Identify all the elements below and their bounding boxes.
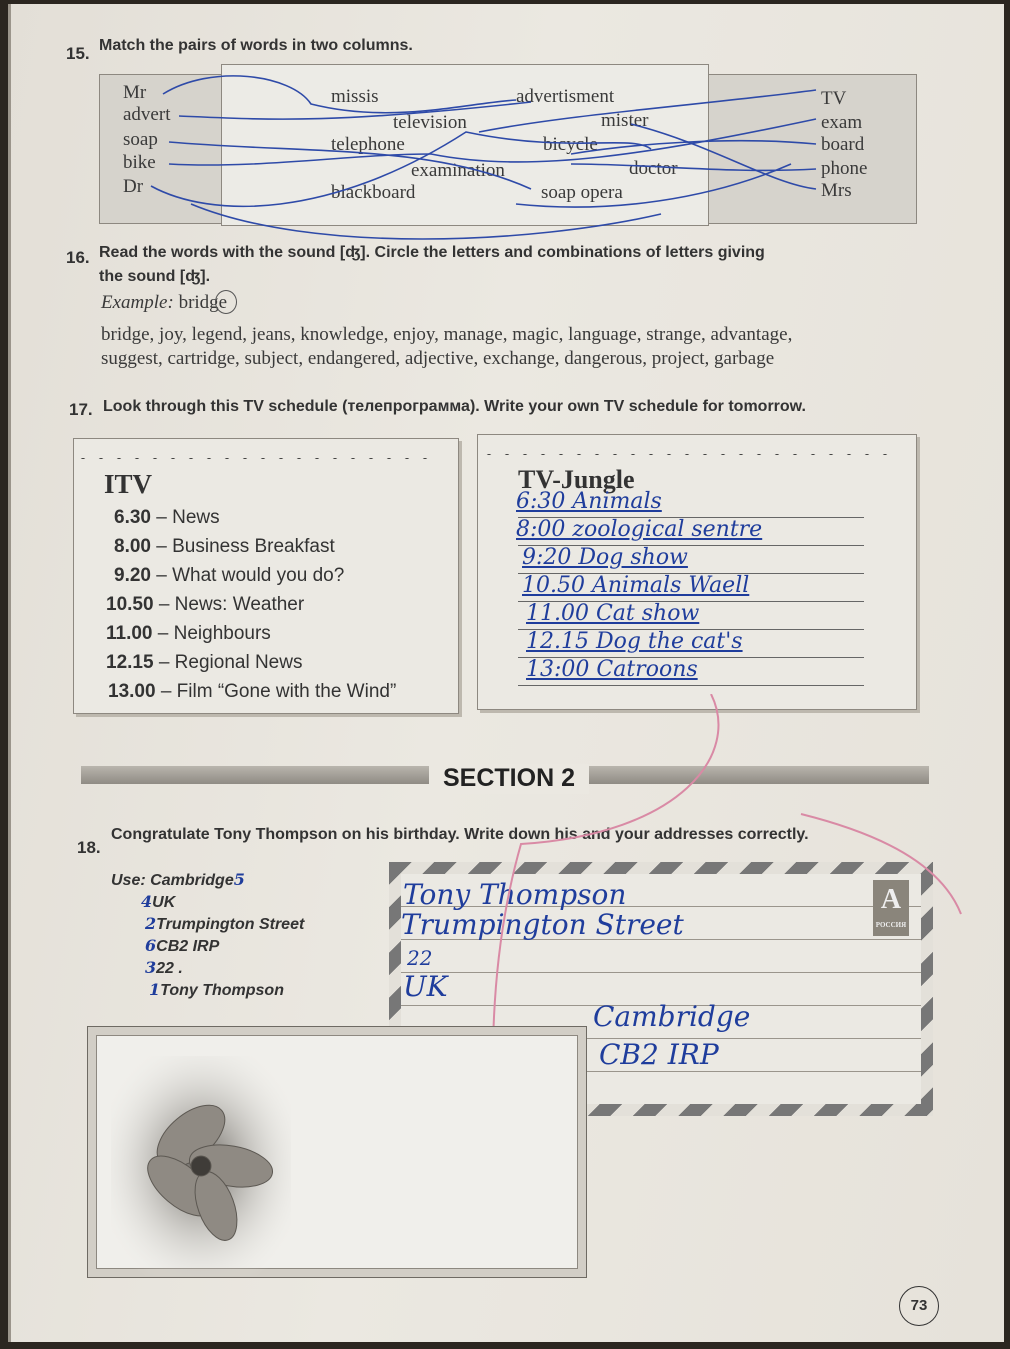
task18-number: 18. [77, 838, 101, 857]
itv-show: Neighbours [173, 623, 271, 644]
right-word-3: board [821, 134, 865, 155]
right-word-1: TV [821, 88, 847, 109]
middle-word-8: doctor [629, 158, 678, 179]
itv-time: 8.00 [114, 536, 151, 557]
example-circle [215, 290, 237, 314]
jungle-entry: 12.15 Dog the cat's [526, 629, 743, 654]
postcard [87, 1026, 587, 1278]
left-word-3: soap [123, 129, 158, 150]
middle-word-9: blackboard [331, 182, 416, 203]
use-item [141, 892, 175, 912]
itv-row: 13.00 – Film “Gone with the Wind” [108, 681, 397, 702]
middle-word-4: mister [601, 110, 649, 131]
itv-show: News: Weather [174, 594, 305, 615]
task16-number: 16. [66, 248, 90, 267]
task16-example [101, 292, 227, 314]
itv-time: 13.00 [108, 681, 156, 702]
itv-schedule-box [73, 438, 459, 714]
use-text: Trumpington Street [156, 916, 305, 933]
itv-row: 6.30 – News [114, 507, 220, 528]
use-item [111, 870, 245, 890]
use-text: Cambridge [150, 872, 234, 889]
stamp-letter: A [880, 884, 902, 915]
task16-instruction-2: the sound [ʤ]. [99, 268, 211, 285]
page-number: 73 [899, 1286, 939, 1326]
middle-word-7: examination [411, 160, 505, 181]
jungle-entry: 6:30 Animals [516, 489, 662, 514]
postcard-inner [96, 1035, 578, 1269]
envelope-name: Tony Thompson [403, 878, 627, 911]
use-text: Tony Thompson [160, 982, 284, 999]
use-text: UK [152, 894, 176, 911]
itv-show: Film “Gone with the Wind” [176, 681, 397, 702]
itv-row: 8.00 – Business Breakfast [114, 536, 335, 557]
itv-time: 10.50 [106, 594, 154, 615]
flower-picture [111, 1056, 291, 1276]
jungle-entry: 10.50 Animals Waell [522, 573, 750, 598]
use-item [145, 958, 183, 978]
jungle-title: TV-Jungle [518, 465, 635, 494]
use-text: CB2 IRP [156, 938, 220, 955]
jungle-dot-border [486, 447, 906, 455]
use-item [149, 980, 284, 1000]
use-mark: 3 [145, 958, 157, 977]
middle-word-6: bicycle [543, 134, 598, 155]
itv-row: 11.00 – Neighbours [106, 623, 271, 644]
middle-word-1: missis [331, 86, 379, 107]
middle-word-10: soap opera [541, 182, 623, 203]
envelope-postcode: CB2 IRP [599, 1038, 719, 1071]
itv-time: 12.15 [106, 652, 154, 673]
task17-instruction: Look through this TV schedule (телепрограмма). Write your own TV schedule for tomorrow. [103, 398, 806, 415]
task16-words-2: suggest, cartridge, subject, endangered, adjective, exchange, dangerous, project, garbage [101, 348, 775, 369]
jungle-entry: 8:00 zoological sentre [516, 517, 763, 542]
itv-show: Business Breakfast [172, 536, 335, 557]
itv-show: What would you do? [172, 565, 345, 586]
use-mark: 4 [141, 892, 153, 911]
envelope-street: Trumpington Street [401, 908, 684, 941]
stamp-country: РОССИЯ [875, 921, 907, 929]
itv-row: 10.50 – News: Weather [106, 594, 305, 615]
use-mark: 2 [145, 914, 157, 933]
envelope-city: Cambridge [593, 1000, 751, 1033]
use-item [145, 914, 304, 934]
left-word-4: bike [123, 152, 156, 173]
tv-jungle-box [477, 434, 917, 710]
itv-time: 9.20 [114, 565, 151, 586]
itv-show: News [172, 507, 220, 528]
right-word-4: phone [821, 158, 868, 179]
itv-row: 9.20 – What would you do? [114, 565, 345, 586]
task18-instruction: Congratulate Tony Thompson on his birthday. Write down his and your addresses correctly. [111, 826, 809, 843]
example-label: Example: [101, 292, 174, 313]
itv-show: Regional News [174, 652, 303, 673]
task15-instruction: Match the pairs of words in two columns. [99, 37, 413, 54]
left-word-5: Dr [123, 176, 144, 197]
use-mark: 5 [233, 870, 245, 889]
itv-title: ITV [104, 469, 153, 499]
itv-dot-border [80, 451, 450, 459]
middle-word-5: telephone [331, 134, 405, 155]
task15-number: 15. [66, 44, 90, 63]
right-word-2: exam [821, 112, 863, 133]
middle-word-3: television [393, 112, 467, 133]
left-word-1: Mr [123, 82, 147, 103]
jungle-entry: 13:00 Catroons [526, 657, 698, 682]
itv-row: 12.15 – Regional News [106, 652, 303, 673]
right-word-5: Mrs [821, 180, 852, 201]
section-title: SECTION 2 [429, 764, 589, 794]
example-word: bridge [178, 292, 228, 313]
matching-pen-lines [11, 4, 1004, 264]
use-label: Use: [111, 872, 146, 889]
task16-words-1: bridge, joy, legend, jeans, knowledge, enjoy, manage, magic, language, strange, advantage, [101, 324, 793, 345]
workbook-page [8, 4, 1004, 1342]
use-mark: 6 [145, 936, 157, 955]
writing-line [518, 685, 864, 686]
task16-instruction-1: Read the words with the sound [ʤ]. Circle the letters and combinations of letters giving [99, 244, 765, 261]
use-text: 22 . [156, 960, 183, 977]
left-word-2: advert [123, 104, 171, 125]
jungle-entry: 9:20 Dog show [522, 545, 688, 570]
use-mark: 1 [149, 980, 161, 999]
envelope-house: 22 [407, 946, 433, 970]
task17-number: 17. [69, 400, 93, 419]
middle-word-2: advertisment [516, 86, 615, 107]
envelope-country: UK [403, 970, 448, 1003]
itv-time: 11.00 [106, 623, 153, 644]
jungle-entry: 11.00 Cat show [526, 601, 700, 626]
itv-time: 6.30 [114, 507, 151, 528]
use-item [145, 936, 219, 956]
